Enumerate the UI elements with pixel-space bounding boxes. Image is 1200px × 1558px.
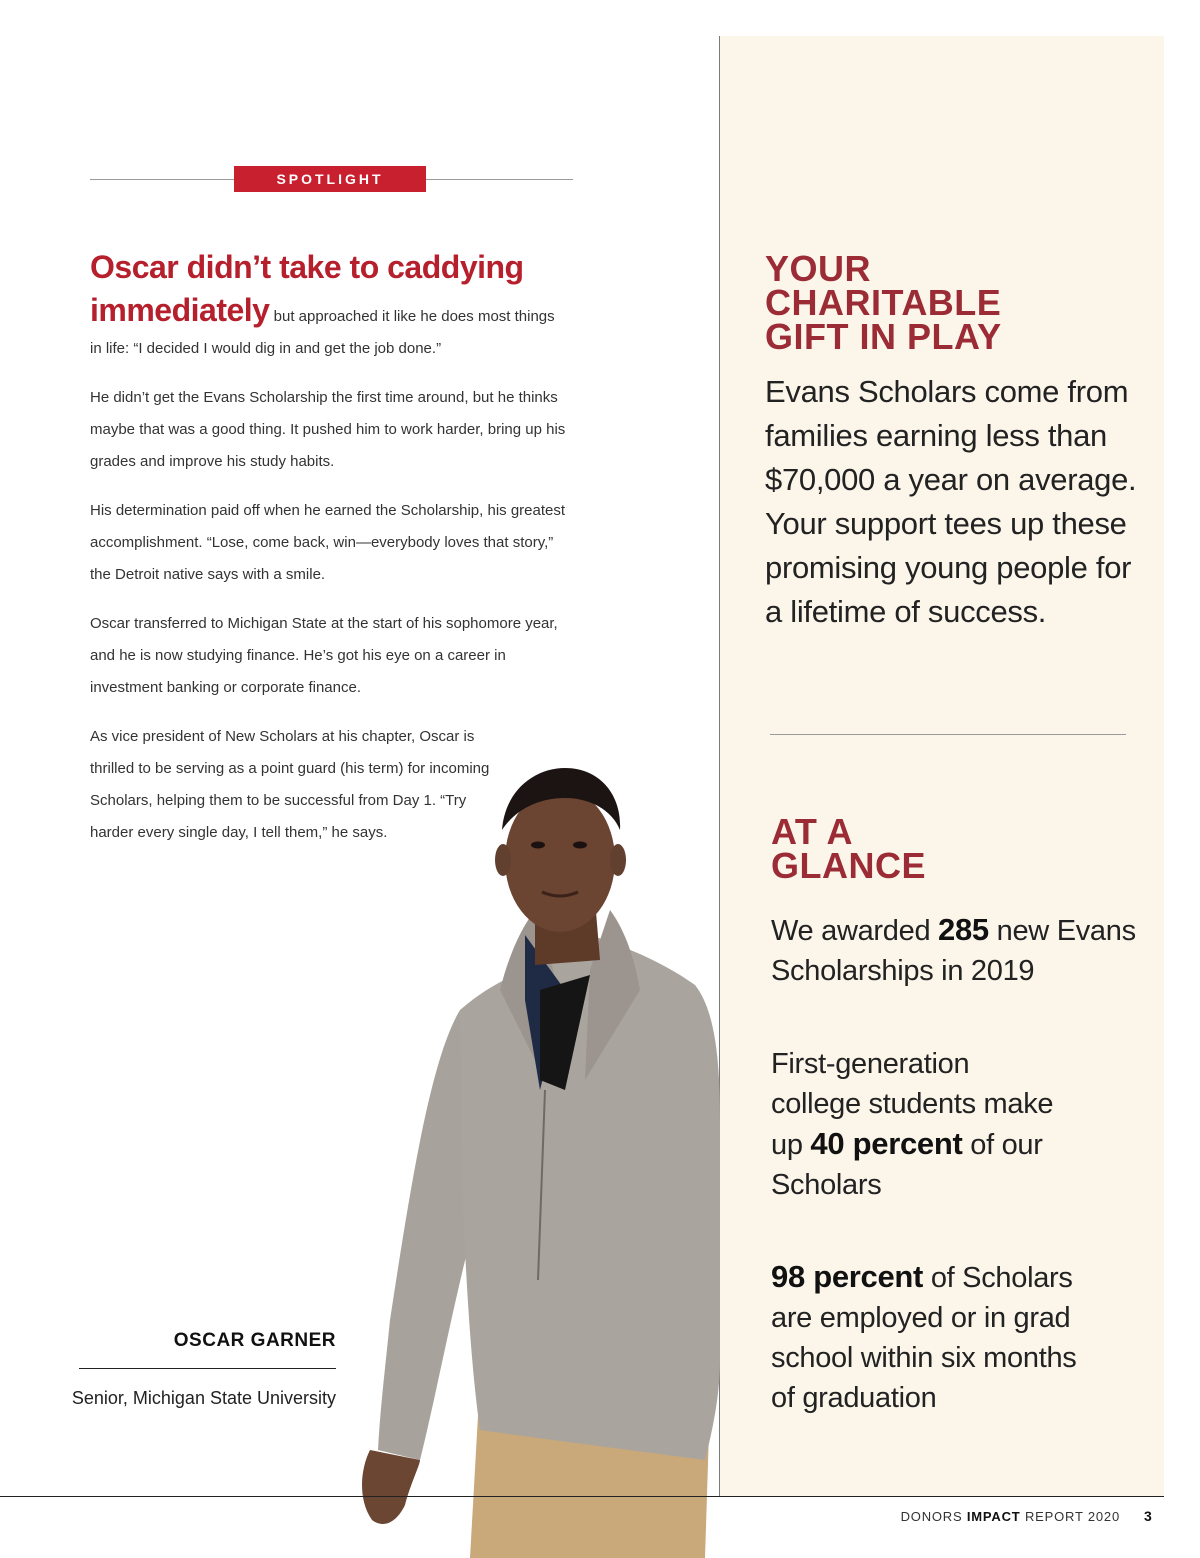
gift-body: Evans Scholars come from families earning less than $70,000 a year on average. Your support tees up these promising young people for a lifetime of success. bbox=[765, 374, 1137, 629]
footer-pre: DONORS bbox=[900, 1509, 967, 1524]
gift-heading-line-1: YOUR bbox=[765, 248, 872, 289]
panel-rule bbox=[770, 734, 1126, 735]
stat-2-value: 40 percent bbox=[810, 1126, 963, 1161]
ear-left bbox=[495, 844, 511, 876]
caption-rule bbox=[79, 1368, 336, 1369]
student-photo bbox=[350, 760, 720, 1558]
glance-heading-line-2: GLANCE bbox=[771, 845, 926, 886]
stat-1-post: new Evans Scholarships in 2019 bbox=[771, 915, 1136, 987]
article-paragraph-1: He didn’t get the Evans Scholarship the first time around, but he thinks maybe that was a good thing. It pushed him to work harder, bring up his grades and improve his study habits. bbox=[90, 389, 566, 470]
stat-3-post: of Scholars are employed or in grad school within six months of graduation bbox=[771, 1262, 1077, 1414]
footer-rule bbox=[0, 1496, 1164, 1497]
stat-1-pre: We awarded bbox=[771, 915, 939, 947]
eye-right bbox=[573, 842, 587, 849]
footer-impact: IMPACT bbox=[966, 1509, 1021, 1524]
article-lead-text: but approached it like he does most things in life: “I decided I would dig in and get the job done.” bbox=[90, 308, 555, 357]
glance-heading bbox=[771, 811, 1131, 886]
ear-right bbox=[610, 844, 626, 876]
gift-heading bbox=[765, 248, 1145, 357]
footer-post: REPORT 2020 bbox=[1020, 1509, 1120, 1524]
stat-1-value: 285 bbox=[938, 912, 989, 947]
stat-scholarships bbox=[771, 910, 1141, 991]
stat-employment bbox=[771, 1257, 1091, 1418]
caption-role: Senior, Michigan State University bbox=[71, 1388, 336, 1408]
stat-first-generation bbox=[771, 1044, 1061, 1205]
stat-2-pre: First-generation college students make up bbox=[771, 1048, 1054, 1161]
stat-2-post: of our Scholars bbox=[771, 1129, 1043, 1201]
page-number: 3 bbox=[1144, 1508, 1152, 1524]
article-paragraph-4: As vice president of New Scholars at his chapter, Oscar is thrilled to be serving as a point guard (his term) for incoming Scholars, helping them to be successful from Day 1. “Try harder every single day, I tell them,” he says. bbox=[90, 728, 490, 841]
footer-title bbox=[880, 1509, 1120, 1524]
gift-heading-line-3: GIFT IN PLAY bbox=[765, 316, 1002, 357]
caption-name: OSCAR GARNER bbox=[173, 1330, 336, 1351]
article-headline: Oscar didn’t take to caddying immediately bbox=[90, 249, 524, 328]
hand bbox=[362, 1450, 420, 1524]
spotlight-tag: SPOTLIGHT bbox=[234, 166, 426, 192]
sleeve-left bbox=[378, 1010, 470, 1460]
stat-3-value: 98 percent bbox=[771, 1259, 924, 1294]
glance-heading-line-1: AT A bbox=[771, 811, 853, 852]
article-lead bbox=[90, 247, 570, 365]
eye-left bbox=[531, 842, 545, 849]
gift-heading-line-2: CHARITABLE bbox=[765, 282, 1002, 323]
article-paragraph-2: His determination paid off when he earned the Scholarship, his greatest accomplishment. “Lose, come back, win—everybody loves that story,” the Detroit native says with a smile. bbox=[90, 502, 566, 583]
article-paragraph-3: Oscar transferred to Michigan State at the start of his sophomore year, and he is now studying finance. He’s got his eye on a career in investment banking or corporate finance. bbox=[90, 615, 558, 696]
